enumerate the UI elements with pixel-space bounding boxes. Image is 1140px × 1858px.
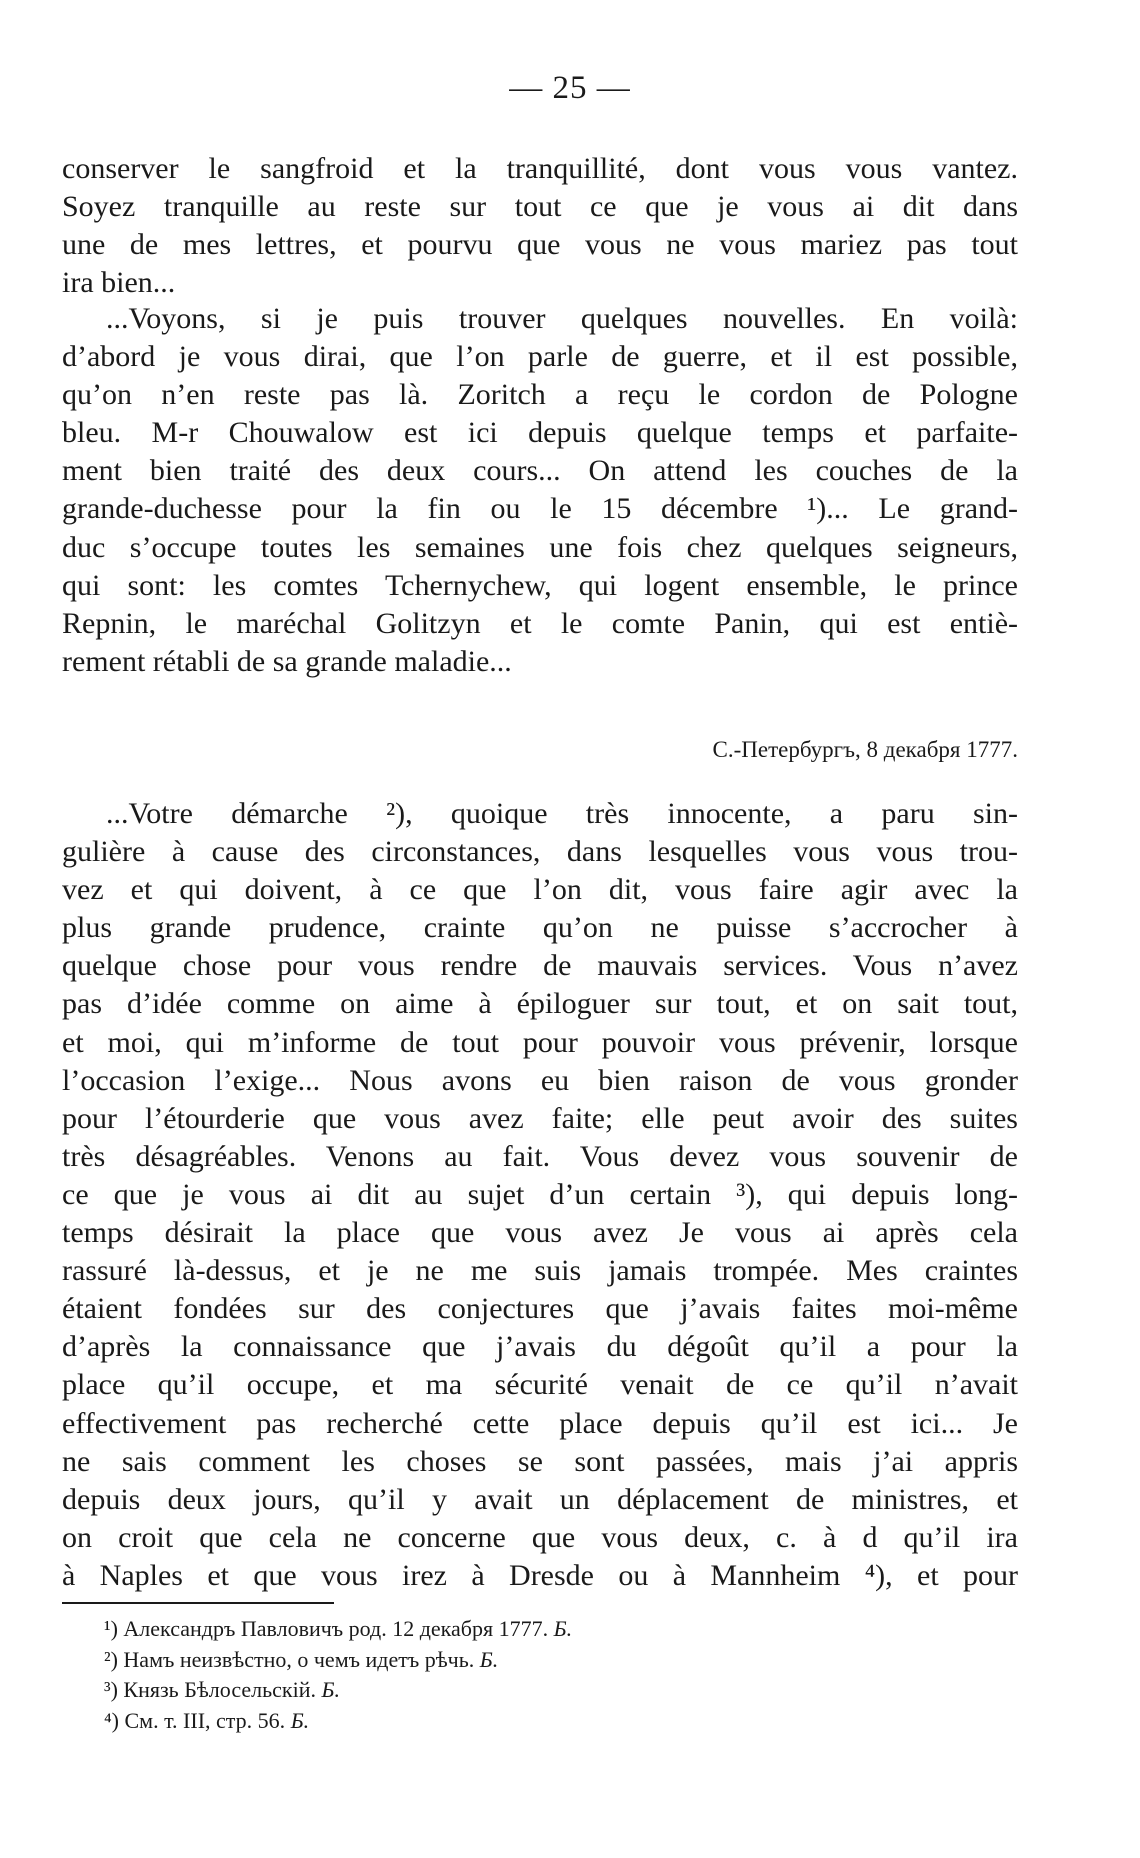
footnote-mark: ⁴): [104, 1707, 119, 1733]
footnote: [104, 1706, 864, 1737]
letter-dateline: С.-Петербургъ, 8 декабря 1777.: [712, 737, 1018, 762]
text-line: gulière à cause des circonstances, dans lesquelles vous vous trou-: [62, 835, 1018, 869]
footnote: [104, 1645, 864, 1676]
text-line: quelque chose pour vous rendre de mauvais services. Vous n’avez: [62, 949, 1018, 983]
text-line: étaient fondées sur des conjectures que j’avais faites moi-même: [62, 1292, 1018, 1326]
footnote-text: См. т. III, стр. 56.: [124, 1707, 286, 1733]
text-line: pas d’idée comme on aime à épiloguer sur tout, et on sait tout,: [62, 987, 1018, 1021]
text-line: qu’on n’en reste pas là. Zoritch a reçu le cordon de Pologne: [62, 378, 1018, 412]
text-line: très désagréables. Venons au fait. Vous devez vous souvenir de: [62, 1139, 1018, 1173]
text-line: bleu. M-r Chouwalow est ici depuis quelque temps et parfaite-: [62, 416, 1018, 450]
text-line: grande-duchesse pour la fin ou le 15 décembre ¹)... Le grand-: [62, 492, 1018, 526]
footnote-mark: ²): [104, 1646, 118, 1672]
text-line: ne sais comment les choses se sont passées, mais j’ai appris: [62, 1444, 1018, 1478]
footnotes: [104, 1614, 864, 1736]
text-line: qui sont: les comtes Tchernychew, qui logent ensemble, le prince: [62, 568, 1018, 602]
paragraph-continuation: [62, 150, 1018, 302]
paragraph-news: [62, 300, 1018, 681]
footnote-signature: Б.: [553, 1616, 573, 1641]
text-line: place qu’il occupe, et ma sécurité venait de ce qu’il n’avait: [62, 1368, 1018, 1402]
text-line: ira bien...: [62, 266, 176, 300]
text-line: rement rétabli de sa grande maladie...: [62, 644, 512, 678]
text-line: duc s’occupe toutes les semaines une fois chez quelques seigneurs,: [62, 530, 1018, 564]
text-line: d’après la connaissance que j’avais du dégoût qu’il a pour la: [62, 1330, 1018, 1364]
text-line: ce que je vous ai dit au sujet d’un certain ³), qui depuis long-: [62, 1177, 1018, 1211]
footnote-mark: ³): [104, 1677, 118, 1702]
text-line: à Naples et que vous irez à Dresde ou à Mannheim ⁴), et pour: [62, 1558, 1018, 1592]
text-line: depuis deux jours, qu’il y avait un déplacement de ministres, et: [62, 1482, 1018, 1516]
footnote-signature: Б.: [321, 1677, 340, 1702]
page-number: — 25 —: [509, 70, 631, 106]
footnote-signature: Б.: [479, 1646, 499, 1672]
text-line: temps désirait la place que vous avez Je vous ai après cela: [62, 1216, 1018, 1250]
footnote-text: Князь Бѣлосельскій.: [123, 1677, 316, 1702]
text-line: pour l’étourderie que vous avez faite; elle peut avoir des suites: [62, 1101, 1018, 1135]
text-line: une de mes lettres, et pourvu que vous ne vous mariez pas tout: [62, 228, 1018, 262]
text-line: vez et qui doivent, à ce que l’on dit, vous faire agir avec la: [62, 873, 1018, 907]
text-line: effectivement pas recherché cette place depuis qu’il est ici... Je: [62, 1406, 1018, 1440]
text-line: Repnin, le maréchal Golitzyn et le comte Panin, qui est entiè-: [62, 606, 1018, 640]
paragraph-letter: [62, 795, 1018, 1595]
footnote: [104, 1614, 864, 1645]
text-line: et moi, qui m’informe de tout pour pouvoir vous prévenir, lorsque: [62, 1025, 1018, 1059]
footnote-text: Намъ неизвѣстно, о чемъ идетъ рѣчь.: [123, 1646, 475, 1672]
text-line: ment bien traité des deux cours... On attend les couches de la: [62, 454, 1018, 488]
footnote-text: Александръ Павловичъ род. 12 декабря 1777.: [123, 1616, 549, 1641]
text-line: Soyez tranquille au reste sur tout ce que je vous ai dit dans: [62, 190, 1018, 224]
text-line: l’occasion l’exige... Nous avons eu bien raison de vous gronder: [62, 1063, 1018, 1097]
footnote-mark: ¹): [104, 1616, 118, 1641]
text-line: ...Votre démarche ²), quoique très innocente, a paru sin-: [106, 797, 1018, 830]
footnote: [104, 1675, 864, 1706]
text-line: rassuré là-dessus, et je ne me suis jamais trompée. Mes craintes: [62, 1254, 1018, 1288]
text-line: on croit que cela ne concerne que vous deux, c. à d qu’il ira: [62, 1520, 1018, 1554]
footnote-divider: [62, 1602, 334, 1604]
footnote-signature: Б.: [290, 1707, 310, 1733]
text-line: ...Voyons, si je puis trouver quelques nouvelles. En voilà:: [106, 302, 1018, 335]
text-line: d’abord je vous dirai, que l’on parle de guerre, et il est possible,: [62, 340, 1018, 374]
text-line: plus grande prudence, crainte qu’on ne puisse s’accrocher à: [62, 911, 1018, 945]
text-line: conserver le sangfroid et la tranquillité, dont vous vous vantez.: [62, 152, 1018, 185]
